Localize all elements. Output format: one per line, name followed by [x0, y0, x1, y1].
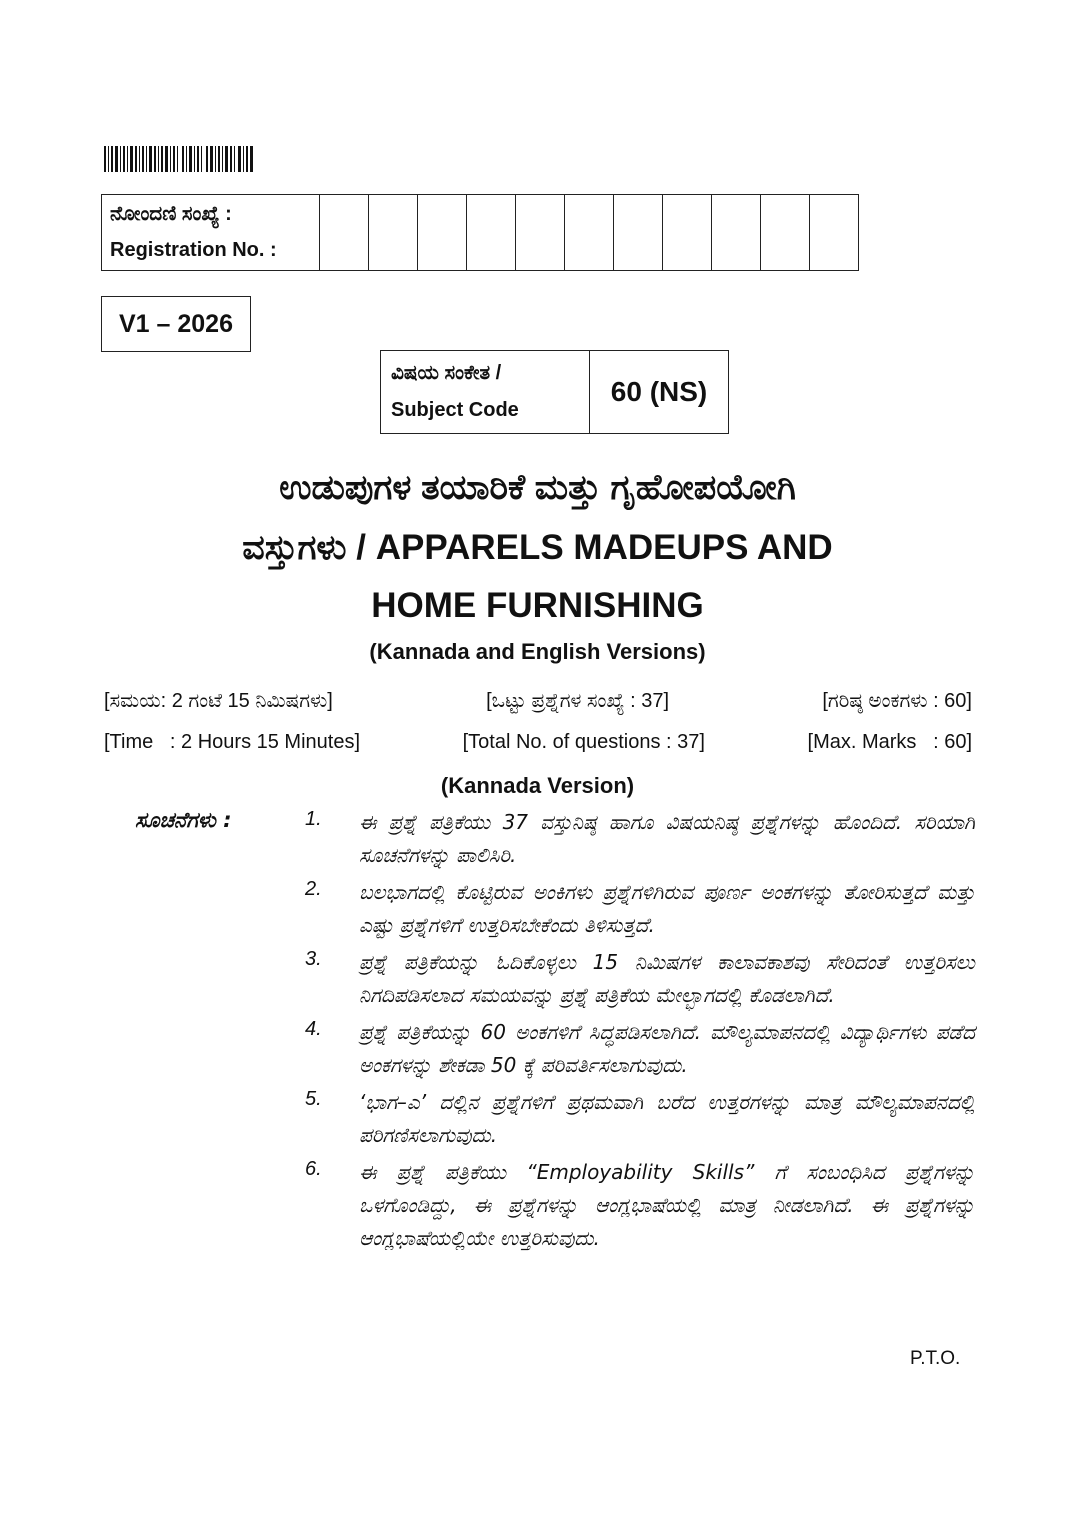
questions-info-kannada: [ಒಟ್ಟು ಪ್ರಶ್ನೆಗಳ ಸಂಖ್ಯೆ : 37] [486, 690, 670, 712]
title-line-3: HOME FURNISHING [371, 586, 704, 625]
registration-digit-cell[interactable] [663, 195, 712, 270]
time-info-kannada: [ಸಮಯ: 2 ಗಂಟೆ 15 ನಿಮಿಷಗಳು] [104, 690, 333, 712]
kannada-version-heading: (Kannada Version) [440, 773, 635, 798]
subject-code-label [381, 351, 590, 433]
instructions-list [305, 806, 975, 1259]
registration-digit-cell[interactable] [810, 195, 858, 270]
questions-info-english: [Total No. of questions : 37] [462, 731, 705, 753]
subject-code-label-english: Subject Code [391, 399, 519, 421]
subject-code-box [380, 350, 729, 434]
registration-label [102, 195, 320, 270]
title-line-1: ಉಡುಪುಗಳ ತಯಾರಿಕೆ ಮತ್ತು ಗೃಹೋಪಯೋಗಿ [279, 468, 796, 507]
instruction-item [305, 876, 975, 942]
instruction-item [305, 946, 975, 1012]
exam-info-row-kannada [104, 690, 972, 713]
time-info-english: [Time : 2 Hours 15 Minutes] [104, 731, 361, 753]
registration-digit-cells [320, 195, 858, 270]
instruction-number: 3. [305, 948, 322, 970]
instruction-item [305, 806, 975, 872]
registration-digit-cell[interactable] [761, 195, 810, 270]
title-line-2: ವಸ್ತುಗಳು / APPARELS MADEUPS AND [242, 528, 833, 567]
instruction-text: ಈ ಪ್ರಶ್ನೆ ಪತ್ರಿಕೆಯು 37 ವಸ್ತುನಿಷ್ಠ ಹಾಗೂ ವಿಷಯನಿಷ್ಠ ಪ್ರಶ್ನೆಗಳನ್ನು ಹೊಂದಿದೆ. ಸರಿಯಾಗಿ ಸೂಚನೆಗಳನ್ನು ಪಾಲಿಸಿರಿ. [359, 810, 975, 867]
registration-digit-cell[interactable] [320, 195, 369, 270]
versions-subtitle: (Kannada and English Versions) [369, 639, 706, 664]
registration-digit-cell[interactable] [369, 195, 418, 270]
paper-version-box: V1 – 2026 [101, 296, 251, 352]
instruction-text: ಪ್ರಶ್ನೆ ಪತ್ರಿಕೆಯನ್ನು 60 ಅಂಕಗಳಿಗೆ ಸಿದ್ಧಪಡಿಸಲಾಗಿದೆ. ಮೌಲ್ಯಮಾಪನದಲ್ಲಿ ವಿದ್ಯಾರ್ಥಿಗಳು ಪಡೆದ ಅಂಕಗಳನ್ನು ಶೇಕಡಾ 50 ಕ್ಕೆ ಪರಿವರ್ತಿಸಲಾಗುವುದು. [359, 1020, 975, 1077]
instruction-number: 2. [305, 878, 322, 900]
registration-label-english: Registration No. : [110, 238, 277, 261]
instruction-item [305, 1016, 975, 1082]
exam-info-row-english [104, 731, 972, 754]
subject-code-value: 60 (NS) [610, 376, 708, 407]
registration-digit-cell[interactable] [614, 195, 663, 270]
instructions-label: ಸೂಚನೆಗಳು : [135, 808, 232, 832]
registration-label-kannada: ನೋಂದಣಿ ಸಂಖ್ಯೆ : [110, 203, 232, 226]
instruction-text: ಪ್ರಶ್ನೆ ಪತ್ರಿಕೆಯನ್ನು ಓದಿಕೊಳ್ಳಲು 15 ನಿಮಿಷಗಳ ಕಾಲಾವಕಾಶವು ಸೇರಿದಂತೆ ಉತ್ತರಿಸಲು ನಿಗದಿಪಡಿಸಲಾದ ಸಮಯವನ್ನು ಪ್ರಶ್ನೆ ಪತ್ರಿಕೆಯ ಮೇಲ್ಭಾಗದಲ್ಲಿ ಕೊಡಲಾಗಿದೆ. [359, 950, 975, 1007]
instruction-item [305, 1086, 975, 1152]
marks-info-kannada: [ಗರಿಷ್ಠ ಅಂಕಗಳು : 60] [822, 690, 972, 712]
instruction-number: 1. [305, 808, 322, 830]
registration-digit-cell[interactable] [516, 195, 565, 270]
please-turn-over: P.T.O. [910, 1348, 961, 1369]
instruction-item [305, 1156, 975, 1255]
marks-info-english: [Max. Marks : 60] [807, 731, 972, 753]
subject-code-label-kannada: ವಿಷಯ ಸಂಕೇತ / [391, 362, 502, 384]
registration-digit-cell[interactable] [418, 195, 467, 270]
registration-number-box [101, 194, 859, 271]
instruction-number: 5. [305, 1088, 322, 1110]
registration-digit-cell[interactable] [467, 195, 516, 270]
instruction-text: ಈ ಪ್ರಶ್ನೆ ಪತ್ರಿಕೆಯು “Employability Skills” ಗೆ ಸಂಬಂಧಿಸಿದ ಪ್ರಶ್ನೆಗಳನ್ನು ಒಳಗೊಂಡಿದ್ದು, ಈ ಪ್ರಶ್ನೆಗಳನ್ನು ಆಂಗ್ಲಭಾಷೆಯಲ್ಲಿ ಮಾತ್ರ ನೀಡಲಾಗಿದೆ. ಈ ಪ್ರಶ್ನೆಗಳನ್ನು ಆಂಗ್ಲಭಾಷೆಯಲ್ಲಿಯೇ ಉತ್ತರಿಸುವುದು. [359, 1160, 975, 1250]
instruction-number: 4. [305, 1018, 322, 1040]
barcode [104, 146, 254, 172]
instruction-number: 6. [305, 1158, 322, 1180]
registration-digit-cell[interactable] [565, 195, 614, 270]
registration-digit-cell[interactable] [712, 195, 761, 270]
instruction-text: ಬಲಭಾಗದಲ್ಲಿ ಕೊಟ್ಟಿರುವ ಅಂಕಿಗಳು ಪ್ರಶ್ನೆಗಳಿಗಿರುವ ಪೂರ್ಣ ಅಂಕಗಳನ್ನು ತೋರಿಸುತ್ತದೆ ಮತ್ತು ಎಷ್ಟು ಪ್ರಶ್ನೆಗಳಿಗೆ ಉತ್ತರಿಸಬೇಕೆಂದು ತಿಳಿಸುತ್ತದೆ. [359, 880, 975, 937]
instruction-text: ‘ಭಾಗ–ಎ’ ದಲ್ಲಿನ ಪ್ರಶ್ನೆಗಳಿಗೆ ಪ್ರಥಮವಾಗಿ ಬರೆದ ಉತ್ತರಗಳನ್ನು ಮಾತ್ರ ಮೌಲ್ಯಮಾಪನದಲ್ಲಿ ಪರಿಗಣಿಸಲಾಗುವುದು. [359, 1090, 975, 1147]
